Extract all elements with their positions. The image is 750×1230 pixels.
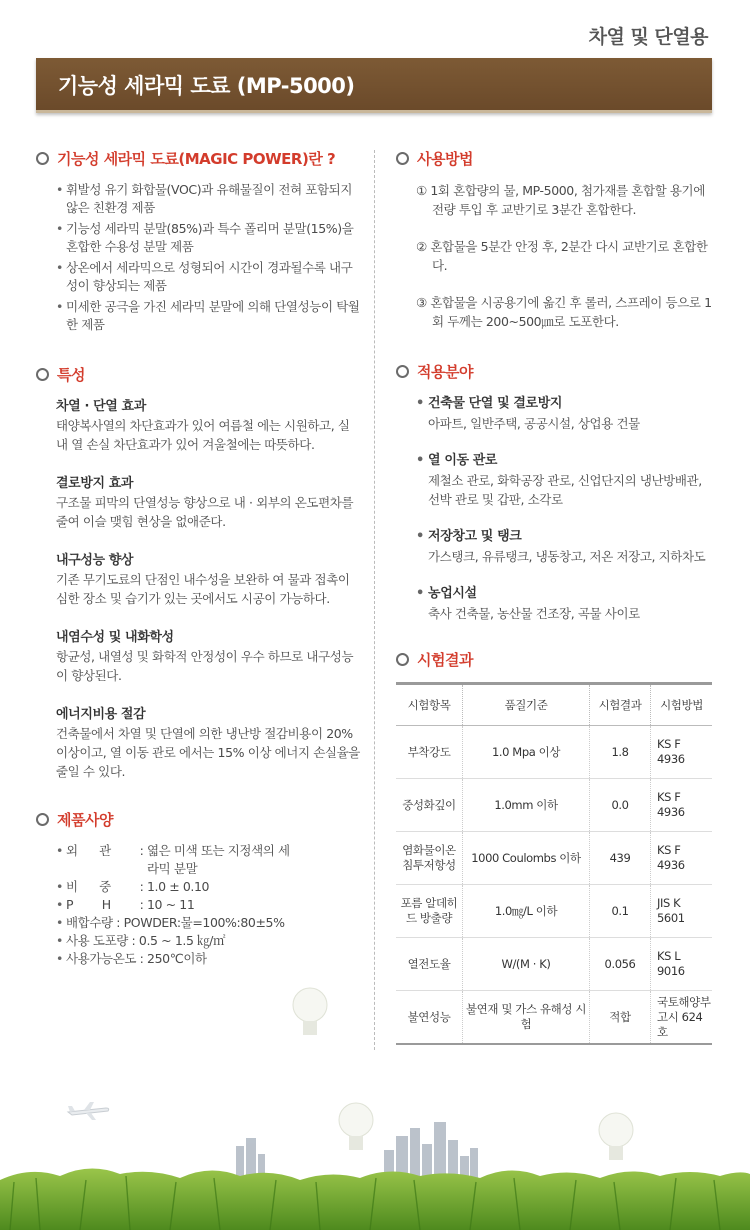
usage-heading: [396, 148, 716, 169]
table-row: [396, 832, 712, 885]
feature-body: 항균성, 내열성 및 화학적 안정성이 우수 하므로 내구성능이 향상된다.: [56, 649, 354, 683]
spec-key: • 비 중: [66, 879, 111, 894]
application-body: 아파트, 일반주택, 공공시설, 상업용 건물: [428, 416, 640, 431]
column-divider: [374, 150, 375, 1050]
table-cell: 1.0 Mpa 이상: [463, 726, 590, 779]
application-item: [416, 394, 716, 433]
spec-item: [56, 950, 361, 968]
circle-bullet-icon: [396, 365, 409, 378]
table-cell: 부착강도: [396, 726, 463, 779]
feature-body: 구조물 피막의 단열성능 향상으로 내 · 외부의 온도편차를 줄여 이슬 맺힘 현상을 없애준다.: [56, 495, 354, 529]
intro-heading-text: 기능성 세라믹 도료(MAGIC POWER)란 ?: [57, 150, 336, 168]
feature-title: 내구성능 향상: [56, 553, 134, 568]
usage-step: ③ 혼합물을 시공용기에 옮긴 후 롤러, 스프레이 등으로 1회 두께는 200~500㎛로 도포한다.: [416, 295, 712, 329]
table-cell: 0.1: [590, 885, 651, 938]
feature-item: [56, 628, 361, 685]
circle-bullet-icon: [396, 653, 409, 666]
table-cell: 439: [590, 832, 651, 885]
feature-title: 차열 · 단열 효과: [56, 399, 146, 414]
table-row: [396, 726, 712, 779]
spec-value: 엷은 미색 또는 지정색의 세라믹 분말: [146, 843, 290, 876]
spec-sep: :: [127, 933, 139, 948]
spec-value: 10 ~ 11: [146, 897, 195, 912]
spec-key: 사용 도포량: [66, 933, 128, 948]
lightbulb-icon: [290, 985, 330, 1045]
table-cell: 불연성능: [396, 991, 463, 1045]
feature-title: 내염수성 및 내화학성: [56, 630, 174, 645]
usage-step: ② 혼합물을 5분간 안정 후, 2분간 다시 교반기로 혼합한다.: [416, 239, 708, 273]
table-header-row: [396, 684, 712, 726]
table-cell: 0.056: [590, 938, 651, 991]
features-heading-text: 특성: [57, 366, 85, 384]
spec-key: 사용가능온도: [66, 951, 137, 966]
table-cell: 염화물이온 침투저항성: [396, 832, 463, 885]
spec-sep: :: [136, 879, 147, 894]
table-cell: 1.8: [590, 726, 651, 779]
spec-key: • P H: [66, 897, 111, 912]
grass-skyline-illustration: [0, 1110, 750, 1230]
application-item: [416, 584, 716, 623]
column-header: 시험결과: [590, 684, 651, 726]
circle-bullet-icon: [36, 368, 49, 381]
table-row: [396, 779, 712, 832]
application-body: 축사 건축물, 농산물 건조장, 곡물 사이로: [428, 606, 640, 621]
feature-item: [56, 474, 361, 531]
table-cell: 1000 Coulombs 이하: [463, 832, 590, 885]
circle-bullet-icon: [36, 152, 49, 165]
list-item: • 기능성 세라믹 분말(85%)과 특수 폴리머 분말(15%)을 혼합한 수용성 분말 제품: [56, 220, 361, 256]
application-body: 제철소 관로, 화학공장 관로, 신업단지의 냉난방배관, 선박 관로 및 갑판, 소각로: [428, 473, 702, 507]
usage-steps: [416, 181, 716, 331]
right-column: [396, 148, 716, 1045]
intro-list: [36, 181, 361, 334]
spec-sep: :: [136, 843, 147, 858]
list-item: • 미세한 공극을 가진 세라믹 분말에 의해 단열성능이 탁월한 제품: [56, 298, 361, 334]
page-title: 기능성 세라믹 도료 (MP-5000): [58, 74, 355, 98]
left-column: [36, 148, 361, 968]
circle-bullet-icon: [396, 152, 409, 165]
spec-item: [56, 914, 361, 932]
spec-item: [56, 896, 361, 914]
specs-heading-text: 제품사양: [57, 811, 113, 829]
table-cell: 1.0㎎/L 이하: [463, 885, 590, 938]
table-cell: 포름 알데히드 방출량: [396, 885, 463, 938]
title-banner: [36, 58, 712, 113]
application-title: • 건축물 단열 및 결로방지: [416, 394, 716, 414]
table-cell: 적합: [590, 991, 651, 1045]
feature-item: [56, 705, 361, 781]
column-header: 품질기준: [463, 684, 590, 726]
column-header: 시험방법: [651, 684, 713, 726]
circle-bullet-icon: [36, 813, 49, 826]
list-item: • 상온에서 세라믹으로 성형되어 시간이 경과될수록 내구성이 향상되는 제품: [56, 259, 361, 295]
table-cell: 중성화깊이: [396, 779, 463, 832]
features-heading: [36, 364, 361, 385]
feature-title: 결로방지 효과: [56, 476, 134, 491]
spec-item: [56, 842, 361, 878]
applications-heading-text: 적용분야: [417, 363, 473, 381]
table-cell: KS F 4936: [651, 779, 713, 832]
list-item: • 휘발성 유기 화합물(VOC)과 유해물질이 전혀 포함되지 않은 친환경 제품: [56, 181, 361, 217]
application-title: • 저장창고 및 탱크: [416, 527, 716, 547]
usage-heading-text: 사용방법: [417, 150, 473, 168]
results-heading-text: 시험결과: [417, 651, 473, 669]
table-cell: KS F 4936: [651, 832, 713, 885]
table-row: [396, 885, 712, 938]
results-heading: [396, 649, 716, 670]
application-item: [416, 527, 716, 566]
intro-heading: [36, 148, 361, 169]
spec-item: [56, 932, 361, 950]
table-cell: 열전도율: [396, 938, 463, 991]
spec-key: • 외 관: [66, 843, 111, 858]
feature-item: [56, 551, 361, 608]
spec-value: POWDER:물=100%:80±5%: [123, 915, 285, 930]
feature-body: 태양복사열의 차단효과가 있어 여름철 에는 시원하고, 실내 열 손실 차단효과가 있어 겨울철에는 따뜻하다.: [56, 418, 350, 452]
table-cell: 국토해양부 고시 624호: [651, 991, 713, 1045]
feature-item: [56, 397, 361, 454]
feature-body: 기존 무기도료의 단점인 내수성을 보완하 여 물과 접촉이 심한 장소 및 습기가 있는 곳에서도 시공이 가능하다.: [56, 572, 350, 606]
column-header: 시험항목: [396, 684, 463, 726]
table-cell: 불연재 및 가스 유해성 시험: [463, 991, 590, 1045]
application-item: [416, 451, 716, 509]
spec-sep: :: [136, 897, 147, 912]
table-cell: W/(M · K): [463, 938, 590, 991]
application-title: • 농업시설: [416, 584, 716, 604]
feature-title: 에너지비용 절감: [56, 707, 146, 722]
table-row: [396, 938, 712, 991]
usage-step: ① 1회 혼합량의 물, MP-5000, 첨가재를 혼합할 용기에 전량 투입 후 교반기로 3분간 혼합한다.: [416, 183, 705, 217]
spec-value: 0.5 ~ 1.5 ㎏/㎡: [138, 933, 226, 948]
specs-list: [36, 842, 361, 968]
spec-sep: :: [136, 951, 148, 966]
table-cell: KS L 9016: [651, 938, 713, 991]
spec-item: [56, 878, 361, 896]
applications-heading: [396, 361, 716, 382]
specs-heading: [36, 809, 361, 830]
table-cell: JIS K 5601: [651, 885, 713, 938]
category-label: 차열 및 단열용: [588, 26, 708, 48]
application-title: • 열 이동 관로: [416, 451, 716, 471]
table-row: [396, 991, 712, 1045]
spec-key: 배합수량: [66, 915, 113, 930]
spec-sep: :: [112, 915, 124, 930]
feature-body: 건축물에서 차열 및 단열에 의한 냉난방 절감비용이 20% 이상이고, 열 이동 관로 에서는 15% 이상 에너지 손실율을 줄일 수 있다.: [56, 726, 360, 779]
application-body: 가스탱크, 유류탱크, 냉동창고, 저온 저장고, 지하차도: [428, 549, 706, 564]
spec-value: 1.0 ± 0.10: [146, 879, 210, 894]
results-table: [396, 682, 712, 1045]
table-cell: 0.0: [590, 779, 651, 832]
spec-value: 250℃이하: [147, 951, 207, 966]
table-cell: KS F 4936: [651, 726, 713, 779]
table-cell: 1.0mm 이하: [463, 779, 590, 832]
